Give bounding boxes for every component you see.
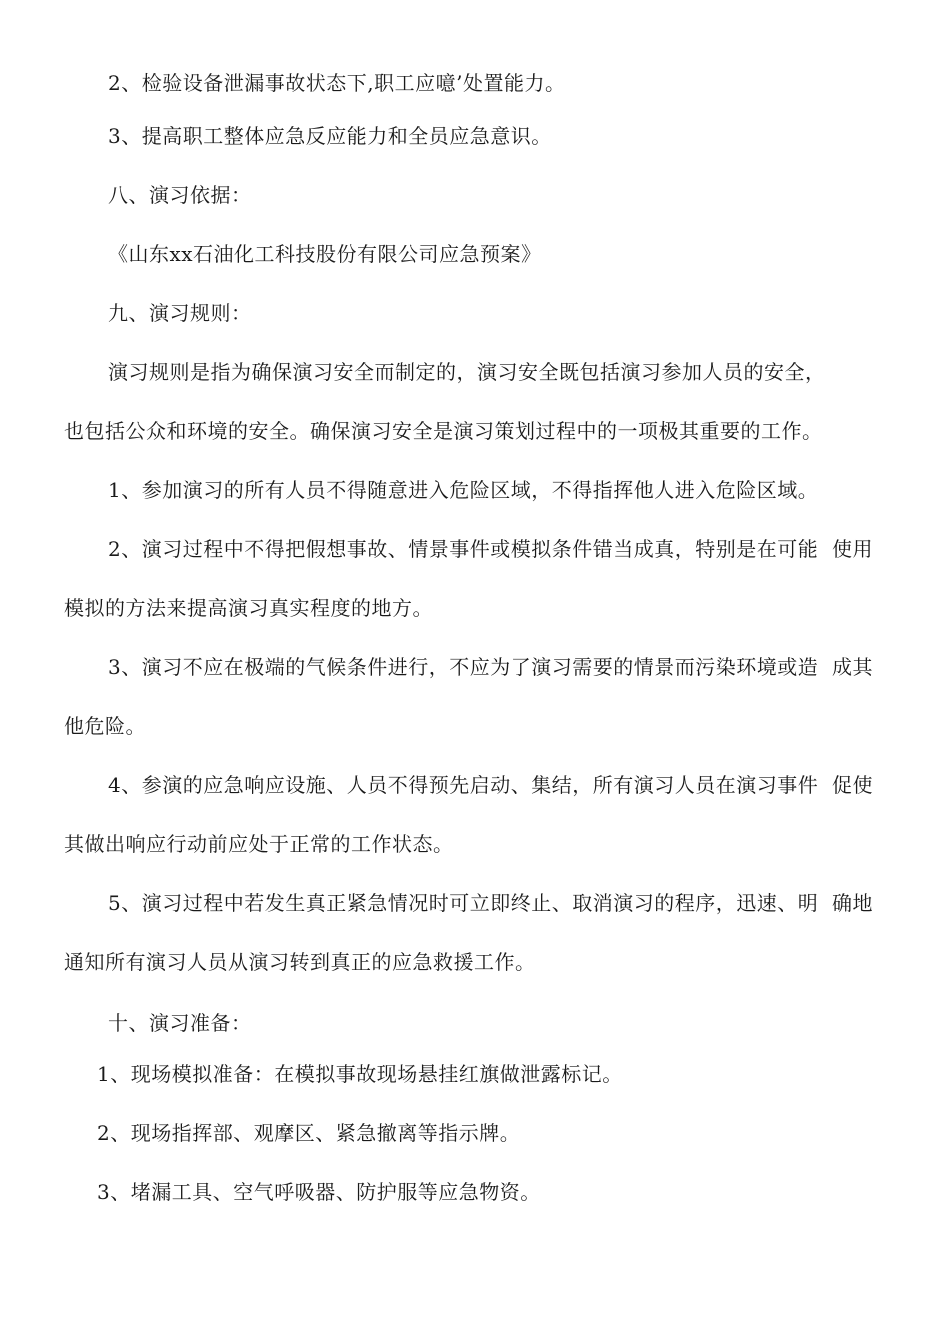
section-heading: 九、演习规则： xyxy=(108,301,252,325)
text-line: 通知所有演习人员从演习转到真正的应急救援工作。 xyxy=(64,950,536,974)
section-heading: 八、演习依据： xyxy=(108,183,252,207)
text-line: 模拟的方法来提高演习真实程度的地方。 xyxy=(64,596,433,620)
text-line: 2、检验设备泄漏事故状态下,职工应噫’处置能力。 xyxy=(108,71,566,95)
text-line: 1、参加演习的所有人员不得随意进入危险区域，不得指挥他人进入危险区域。 xyxy=(108,478,819,502)
text-line: 4、参演的应急响应设施、人员不得预先启动、集结，所有演习人员在演习事件 促使 xyxy=(108,773,873,797)
text-line: 也包括公众和环境的安全。确保演习安全是演习策划过程中的一项极其重要的工作。 xyxy=(64,419,823,443)
text-line: 1、现场模拟准备：在模拟事故现场悬挂红旗做泄露标记。 xyxy=(97,1062,623,1086)
text-line: 3、堵漏工具、空气呼吸器、防护服等应急物资。 xyxy=(97,1180,541,1204)
text-line: 2、演习过程中不得把假想事故、情景事件或模拟条件错当成真，特别是在可能 使用 xyxy=(108,537,873,561)
text-line: 2、现场指挥部、观摩区、紧急撤离等指示牌。 xyxy=(97,1121,521,1145)
text-line: 5、演习过程中若发生真正紧急情况时可立即终止、取消演习的程序，迅速、明 确地 xyxy=(108,891,873,915)
text-line: 3、演习不应在极端的气候条件进行，不应为了演习需要的情景而污染环境或造 成其 xyxy=(108,655,873,679)
text-line: 《山东xx石油化工科技股份有限公司应急预案》 xyxy=(108,242,542,266)
text-line: 他危险。 xyxy=(64,714,146,738)
section-heading: 十、演习准备： xyxy=(108,1011,252,1035)
text-line: 3、提高职工整体应急反应能力和全员应急意识。 xyxy=(108,124,552,148)
text-line: 演习规则是指为确保演习安全而制定的，演习安全既包括演习参加人员的安全， xyxy=(108,360,826,384)
text-line: 其做出响应行动前应处于正常的工作状态。 xyxy=(64,832,454,856)
